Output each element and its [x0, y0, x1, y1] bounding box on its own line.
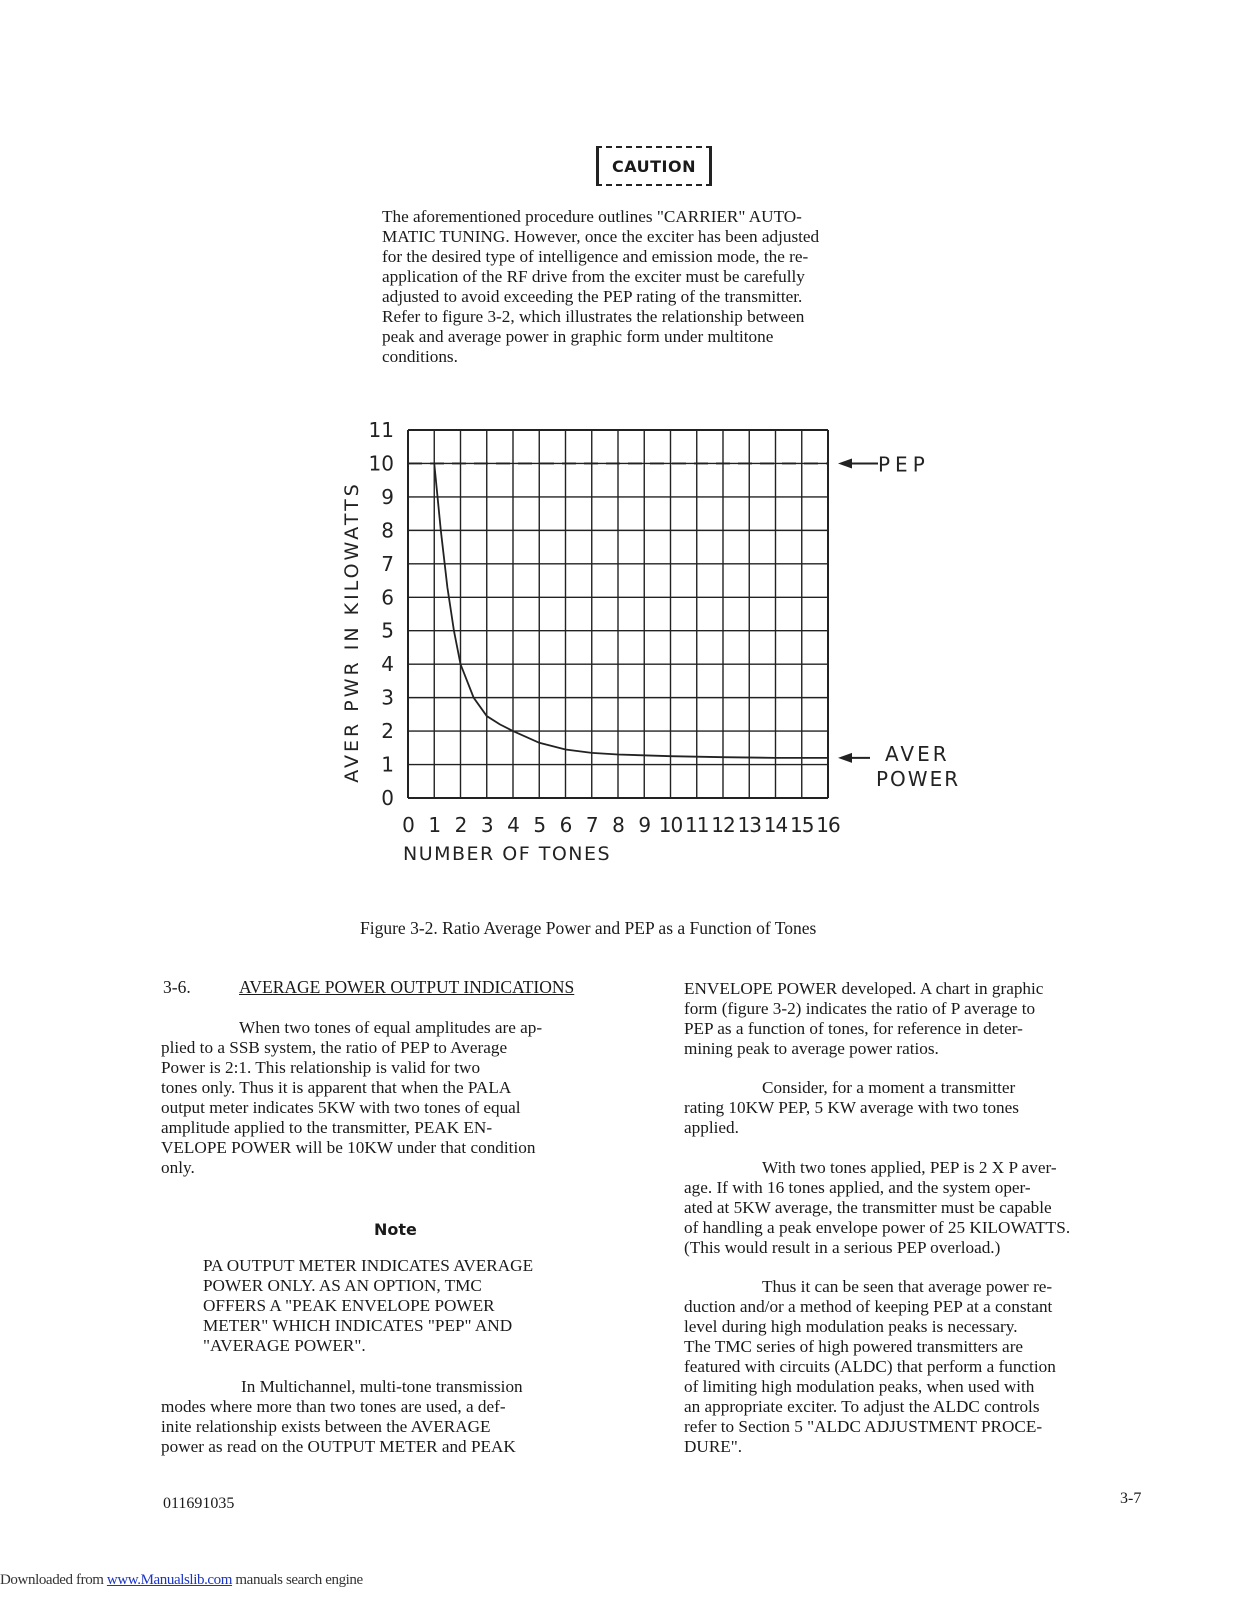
pep-arrow-head — [838, 458, 852, 468]
note-line: PA OUTPUT METER INDICATES AVERAGE — [203, 1256, 534, 1275]
power-vs-tones-chart — [330, 412, 990, 872]
caution-line: adjusted to avoid exceeding the PEP rating of the transmitter. — [382, 287, 803, 306]
page-number: 3-7 — [1120, 1490, 1142, 1507]
figure-caption: Figure 3-2. Ratio Average Power and PEP as a Function of Tones — [360, 918, 817, 938]
section-number: 3-6. — [163, 977, 191, 997]
paragraph-line: level during high modulation peaks is necessary. — [684, 1317, 1018, 1336]
note-text — [203, 1256, 533, 1356]
paragraph-line: rating 10KW PEP, 5 KW average with two tones — [684, 1098, 1019, 1117]
watermark-prefix: Downloaded from — [0, 1572, 107, 1588]
paragraph-line: The TMC series of high powered transmitters are — [684, 1337, 1024, 1356]
note-line: POWER ONLY. AS AN OPTION, TMC — [203, 1276, 482, 1295]
x-tick-label: 2 — [454, 813, 467, 837]
note-line: "AVERAGE POWER". — [203, 1336, 366, 1355]
caution-label: CAUTION — [612, 156, 696, 176]
y-tick-label: 2 — [381, 719, 394, 744]
caution-line: The aforementioned procedure outlines "CARRIER" AUTO- — [382, 207, 802, 226]
paragraph-line: of limiting high modulation peaks, when used with — [684, 1377, 1035, 1396]
paragraph-line: VELOPE POWER will be 10KW under that condition — [161, 1138, 536, 1157]
paragraph-line: amplitude applied to the transmitter, PEAK EN- — [161, 1118, 493, 1137]
average-power-curve — [434, 463, 828, 757]
paragraph-line: plied to a SSB system, the ratio of PEP to Average — [161, 1038, 508, 1057]
paragraph-line: (This would result in a serious PEP overload.) — [684, 1238, 1001, 1257]
left-paragraph-2 — [161, 1377, 523, 1457]
paragraph-line: Thus it can be seen that average power re- — [762, 1277, 1053, 1296]
y-tick-label: 8 — [381, 518, 394, 543]
note-title: Note — [374, 1220, 417, 1239]
x-tick-label: 3 — [480, 813, 493, 837]
caution-label-box — [596, 146, 712, 186]
paragraph-line: Power is 2:1. This relationship is valid for two — [161, 1058, 481, 1077]
paragraph-line: featured with circuits (ALDC) that perform a function — [684, 1357, 1056, 1376]
caution-line: peak and average power in graphic form under multitone — [382, 327, 774, 346]
y-tick-label: 7 — [381, 551, 394, 576]
x-tick-label: 5 — [533, 813, 546, 837]
pep-annotation: PEP — [878, 452, 930, 477]
paragraph-line: ENVELOPE POWER developed. A chart in graphic — [684, 979, 1044, 998]
y-tick-label: 11 — [368, 418, 394, 442]
section-heading — [163, 977, 575, 998]
y-tick-label: 5 — [381, 618, 394, 643]
x-tick-label: 15 — [790, 813, 814, 837]
note-line: METER" WHICH INDICATES "PEP" AND — [203, 1316, 513, 1335]
paragraph-line: form (figure 3-2) indicates the ratio of P average to — [684, 999, 1036, 1018]
caution-line: for the desired type of intelligence and emission mode, the re- — [382, 247, 809, 266]
paragraph-line: only. — [161, 1158, 195, 1177]
y-tick-label: 6 — [381, 585, 394, 610]
paragraph-line: In Multichannel, multi-tone transmission — [241, 1377, 523, 1396]
paragraph-line: With two tones applied, PEP is 2 X P aver- — [762, 1158, 1057, 1177]
x-tick-label: 4 — [507, 813, 519, 837]
x-tick-label: 11 — [685, 813, 709, 837]
y-tick-label: 1 — [381, 752, 394, 777]
paragraph-line: an appropriate exciter. To adjust the ALDC controls — [684, 1397, 1040, 1416]
x-tick-label: 10 — [658, 813, 683, 837]
left-paragraph-1 — [161, 1018, 542, 1178]
y-tick-label: 0 — [381, 786, 394, 810]
caution-text — [382, 207, 819, 367]
right-paragraph-2 — [684, 1078, 1019, 1138]
x-tick-label: 8 — [612, 813, 624, 837]
x-tick-label: 12 — [711, 813, 735, 837]
paragraph-line: age. If with 16 tones applied, and the system oper- — [684, 1178, 1031, 1197]
manualslib-link[interactable]: www.Manualslib.com — [106, 1572, 233, 1588]
paragraph-line: DURE". — [684, 1437, 743, 1456]
paragraph-line: When two tones of equal amplitudes are ap- — [239, 1018, 543, 1037]
caution-line: conditions. — [382, 347, 458, 366]
x-tick-label: 7 — [585, 813, 598, 837]
x-tick-label: 16 — [816, 813, 840, 837]
paragraph-line: ated at 5KW average, the transmitter must be capable — [684, 1198, 1052, 1217]
right-paragraph-4 — [684, 1277, 1056, 1457]
y-tick-label: 9 — [381, 484, 394, 509]
x-tick-label: 6 — [559, 813, 572, 837]
paragraph-line: output meter indicates 5KW with two tones of equal — [161, 1098, 521, 1117]
paragraph-line: inite relationship exists between the AVERAGE — [161, 1417, 491, 1436]
y-tick-label: 3 — [381, 685, 394, 710]
x-tick-label: 14 — [763, 813, 788, 837]
x-tick-label: 13 — [737, 813, 761, 837]
paragraph-line: applied. — [684, 1118, 739, 1137]
caution-line: application of the RF drive from the exciter must be carefully — [382, 267, 805, 286]
paragraph-line: duction and/or a method of keeping PEP at a constant — [684, 1297, 1053, 1316]
section-title: AVERAGE POWER OUTPUT INDICATIONS — [239, 977, 575, 997]
paragraph-line: tones only. Thus it is apparent that when the PALA — [161, 1078, 512, 1097]
note-line: OFFERS A "PEAK ENVELOPE POWER — [203, 1296, 495, 1315]
caution-line: MATIC TUNING. However, once the exciter has been adjusted — [382, 227, 820, 246]
y-tick-label: 10 — [368, 451, 394, 476]
document-id: 011691035 — [163, 1495, 235, 1512]
right-paragraph-3 — [684, 1158, 1070, 1258]
paragraph-line: of handling a peak envelope power of 25 KILOWATTS. — [684, 1218, 1071, 1237]
aver-arrow-head — [838, 753, 852, 763]
x-axis-label: NUMBER OF TONES — [403, 843, 612, 865]
aver-power-annotation-line-2: POWER — [876, 766, 961, 791]
paragraph-line: power as read on the OUTPUT METER and PEAK — [161, 1437, 516, 1456]
paragraph-line: modes where more than two tones are used, a def- — [161, 1397, 506, 1416]
y-tick-label: 4 — [381, 652, 394, 677]
paragraph-line: refer to Section 5 "ALDC ADJUSTMENT PROCE- — [684, 1417, 1043, 1436]
x-tick-label: 1 — [428, 813, 441, 837]
aver-power-annotation-line-1: AVER — [885, 741, 950, 766]
caution-line: Refer to figure 3-2, which illustrates the relationship between — [382, 307, 805, 326]
paragraph-line: PEP as a function of tones, for reference in deter- — [684, 1019, 1023, 1038]
x-tick-label: 0 — [402, 813, 414, 837]
y-axis-label: AVER PWR IN KILOWATTS — [341, 481, 363, 783]
paragraph-line: mining peak to average power ratios. — [684, 1039, 939, 1058]
download-watermark — [0, 1572, 363, 1589]
right-paragraph-1 — [684, 979, 1043, 1059]
paragraph-line: Consider, for a moment a transmitter — [762, 1078, 1016, 1097]
x-tick-label: 9 — [638, 813, 651, 837]
watermark-suffix: manuals search engine — [232, 1572, 363, 1588]
